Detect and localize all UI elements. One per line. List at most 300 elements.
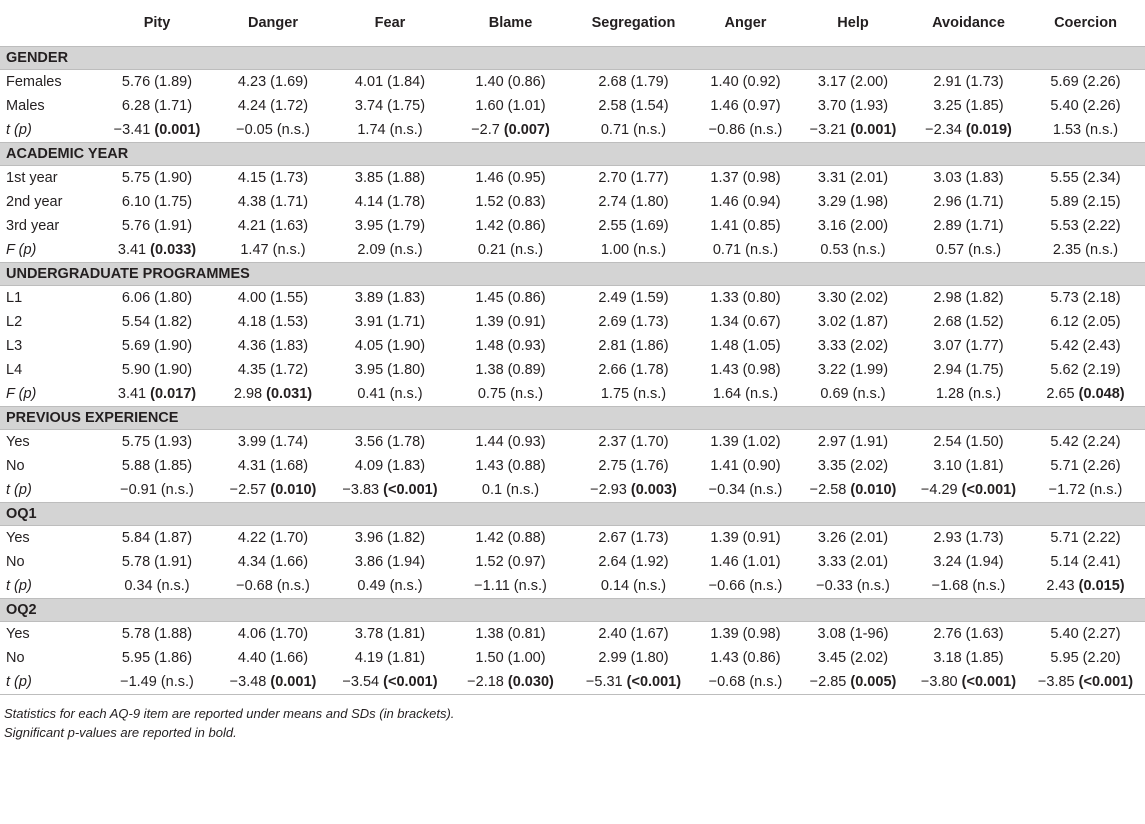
table-cell <box>571 358 696 382</box>
row-label: Yes <box>6 434 30 450</box>
column-header: Blame <box>450 0 571 47</box>
table-cell <box>795 118 911 143</box>
table-cell <box>450 646 571 670</box>
cell-value: 4.14 (1.78) <box>354 194 426 210</box>
significant-p-value: (0.019) <box>965 122 1012 138</box>
table-cell <box>330 214 450 238</box>
test-statistic-row <box>0 574 1145 599</box>
cell-value: −0.91 (n.s.) <box>120 482 194 498</box>
cell-value: 2.54 (1.50) <box>933 434 1004 450</box>
cell-value: 3.33 (2.02) <box>817 338 889 354</box>
cell-value: 5.71 (2.22) <box>1050 530 1121 546</box>
cell-value: 3.95 (1.80) <box>354 362 426 378</box>
table-cell <box>911 214 1026 238</box>
table-cell <box>1026 646 1145 670</box>
table-cell <box>450 382 571 407</box>
cell-value: 3.10 (1.81) <box>933 458 1004 474</box>
table-cell <box>216 550 330 574</box>
row-label: F (p) <box>0 382 98 407</box>
table-row <box>0 454 1145 478</box>
table-cell <box>98 70 216 95</box>
table-cell <box>696 190 795 214</box>
cell-value: 2.91 (1.73) <box>933 74 1004 90</box>
cell-value: 2.43 <box>1046 578 1075 594</box>
cell-value: 1.45 (0.86) <box>475 290 546 306</box>
table-cell <box>911 334 1026 358</box>
cell-value: 2.94 (1.75) <box>933 362 1004 378</box>
row-label: 3rd year <box>6 218 60 234</box>
table-cell <box>1026 622 1145 647</box>
table-cell <box>911 238 1026 263</box>
significant-p-value: (<0.001) <box>961 482 1017 498</box>
table-cell <box>571 238 696 263</box>
significant-p-value: (0.001) <box>270 674 317 690</box>
table-cell <box>330 622 450 647</box>
table-cell <box>450 70 571 95</box>
significant-p-value: (0.048) <box>1078 386 1125 402</box>
table-cell <box>795 670 911 695</box>
table-cell <box>911 550 1026 574</box>
cell-value: 1.42 (0.86) <box>475 218 546 234</box>
cell-value: 3.08 (1-96) <box>817 626 889 642</box>
cell-value: −2.34 <box>925 122 962 138</box>
cell-value: 5.84 (1.87) <box>121 530 193 546</box>
cell-value: −5.31 <box>585 674 623 690</box>
table-cell <box>1026 166 1145 191</box>
table-cell <box>216 70 330 95</box>
table-cell <box>216 286 330 311</box>
table-cell <box>795 430 911 455</box>
cell-value: 1.43 (0.88) <box>475 458 546 474</box>
table-cell <box>795 238 911 263</box>
cell-value: 1.53 (n.s.) <box>1052 122 1119 138</box>
table-cell <box>795 190 911 214</box>
test-statistic-row <box>0 118 1145 143</box>
column-header: Pity <box>98 0 216 47</box>
table-cell <box>216 118 330 143</box>
table-cell <box>216 670 330 695</box>
table-cell <box>330 286 450 311</box>
cell-value: 5.14 (2.41) <box>1050 554 1121 570</box>
row-label: t (p) <box>0 574 98 599</box>
table-cell <box>795 94 911 118</box>
cell-value: 1.50 (1.00) <box>475 650 546 666</box>
significant-p-value: (<0.001) <box>961 674 1017 690</box>
table-cell <box>216 574 330 599</box>
cell-value: 5.62 (2.19) <box>1050 362 1121 378</box>
row-label: No <box>6 458 25 474</box>
table-cell <box>911 358 1026 382</box>
cell-value: 5.54 (1.82) <box>121 314 193 330</box>
cell-value: 2.67 (1.73) <box>598 530 669 546</box>
cell-value: 0.57 (n.s.) <box>935 242 1002 258</box>
cell-value: 0.14 (n.s.) <box>600 578 667 594</box>
table-cell <box>216 454 330 478</box>
table-cell <box>98 646 216 670</box>
cell-value: 3.41 <box>117 242 147 258</box>
cell-value: 2.74 (1.80) <box>598 194 669 210</box>
cell-value: 1.37 (0.98) <box>710 170 781 186</box>
significant-p-value: (0.033) <box>150 242 197 258</box>
table-cell <box>1026 358 1145 382</box>
cell-value: −2.93 <box>590 482 627 498</box>
table-cell <box>911 646 1026 670</box>
cell-value: 0.49 (n.s.) <box>357 578 423 594</box>
table-cell <box>571 94 696 118</box>
table-row <box>0 286 1145 311</box>
table-cell <box>98 190 216 214</box>
table-cell <box>571 550 696 574</box>
section-title: UNDERGRADUATE PROGRAMMES <box>0 263 1145 286</box>
row-label: 2nd year <box>6 194 63 210</box>
cell-value: 3.78 (1.81) <box>354 626 426 642</box>
cell-value: 2.58 (1.54) <box>598 98 669 114</box>
table-cell <box>1026 382 1145 407</box>
cell-value: 1.44 (0.93) <box>475 434 546 450</box>
cell-value: 4.24 (1.72) <box>237 98 309 114</box>
cell-value: 1.46 (0.94) <box>710 194 781 210</box>
table-cell <box>98 478 216 503</box>
table-row <box>0 310 1145 334</box>
table-cell <box>98 622 216 647</box>
table-cell <box>216 166 330 191</box>
table-cell <box>330 574 450 599</box>
cell-value: 1.42 (0.88) <box>475 530 546 546</box>
row-label: L1 <box>6 290 23 306</box>
table-cell <box>696 310 795 334</box>
table-cell <box>696 70 795 95</box>
significant-p-value: (0.010) <box>270 482 317 498</box>
cell-value: 1.46 (1.01) <box>710 554 781 570</box>
table-cell <box>696 454 795 478</box>
footnote-statistics: Statistics for each AQ-9 item are reported under means and SDs (in brackets). <box>4 706 455 721</box>
cell-value: 3.17 (2.00) <box>817 74 889 90</box>
cell-value: 2.98 <box>233 386 263 402</box>
footnote-significance: Significant p-values are reported in bold. <box>4 725 237 740</box>
cell-value: 4.36 (1.83) <box>237 338 309 354</box>
table-cell <box>98 334 216 358</box>
cell-value: 1.38 (0.81) <box>475 626 546 642</box>
significant-p-value: (0.030) <box>507 674 554 690</box>
table-cell <box>696 334 795 358</box>
table-cell <box>571 70 696 95</box>
table-cell <box>330 190 450 214</box>
cell-value: 5.69 (1.90) <box>121 338 193 354</box>
cell-value: 2.96 (1.71) <box>933 194 1004 210</box>
significant-p-value: (0.031) <box>266 386 313 402</box>
table-cell <box>216 646 330 670</box>
section-header-row <box>0 143 1145 166</box>
column-header: Coercion <box>1026 0 1145 47</box>
cell-value: 5.40 (2.27) <box>1050 626 1121 642</box>
cell-value: 3.22 (1.99) <box>817 362 889 378</box>
cell-value: −1.72 (n.s.) <box>1048 482 1123 498</box>
cell-value: 5.71 (2.26) <box>1050 458 1121 474</box>
table-cell <box>696 622 795 647</box>
table-cell <box>696 646 795 670</box>
cell-value: 3.41 <box>117 386 147 402</box>
table-cell <box>330 238 450 263</box>
cell-value: 1.52 (0.97) <box>475 554 546 570</box>
cell-value: 4.38 (1.71) <box>237 194 309 210</box>
cell-value: 5.89 (2.15) <box>1050 194 1121 210</box>
table-cell <box>911 310 1026 334</box>
cell-value: 5.78 (1.91) <box>121 554 193 570</box>
cell-value: 6.28 (1.71) <box>121 98 193 114</box>
table-cell <box>911 478 1026 503</box>
table-cell <box>1026 118 1145 143</box>
cell-value: −2.7 <box>471 122 500 138</box>
table-cell <box>330 670 450 695</box>
table-cell <box>696 670 795 695</box>
test-statistic-row <box>0 238 1145 263</box>
cell-value: 1.47 (n.s.) <box>240 242 306 258</box>
table-cell <box>450 670 571 695</box>
table-cell <box>795 526 911 551</box>
cell-value: −1.11 (n.s.) <box>474 578 547 594</box>
cell-value: 6.06 (1.80) <box>121 290 193 306</box>
table-cell <box>450 358 571 382</box>
table-cell <box>795 70 911 95</box>
table-cell <box>696 118 795 143</box>
cell-value: 2.76 (1.63) <box>933 626 1004 642</box>
test-statistic-row <box>0 382 1145 407</box>
row-label: t (p) <box>0 118 98 143</box>
cell-value: 5.75 (1.90) <box>121 170 193 186</box>
section-title: GENDER <box>0 47 1145 70</box>
table-cell <box>330 118 450 143</box>
table-cell <box>98 526 216 551</box>
table-cell <box>911 166 1026 191</box>
significant-p-value: (0.003) <box>630 482 677 498</box>
cell-value: 4.01 (1.84) <box>354 74 426 90</box>
table-row <box>0 190 1145 214</box>
column-header: Fear <box>330 0 450 47</box>
table-cell <box>1026 526 1145 551</box>
table-cell <box>1026 310 1145 334</box>
table-cell <box>450 214 571 238</box>
cell-value: 2.64 (1.92) <box>598 554 669 570</box>
table-cell <box>911 454 1026 478</box>
cell-value: 1.43 (0.98) <box>710 362 781 378</box>
table-cell <box>795 334 911 358</box>
table-cell <box>98 430 216 455</box>
cell-value: 4.19 (1.81) <box>354 650 426 666</box>
cell-value: 5.88 (1.85) <box>121 458 193 474</box>
table-cell <box>571 646 696 670</box>
table-cell <box>98 214 216 238</box>
cell-value: 3.89 (1.83) <box>354 290 426 306</box>
cell-value: 3.02 (1.87) <box>817 314 889 330</box>
cell-value: 4.40 (1.66) <box>237 650 309 666</box>
table-cell <box>795 286 911 311</box>
section-header-row <box>0 47 1145 70</box>
table-cell <box>98 382 216 407</box>
cell-value: 3.35 (2.02) <box>817 458 889 474</box>
cell-value: 2.89 (1.71) <box>933 218 1004 234</box>
cell-value: −0.86 (n.s.) <box>708 122 783 138</box>
table-cell <box>795 646 911 670</box>
cell-value: 3.29 (1.98) <box>817 194 889 210</box>
table-cell <box>571 334 696 358</box>
cell-value: 3.30 (2.02) <box>817 290 889 306</box>
table-row <box>0 430 1145 455</box>
table-cell <box>450 430 571 455</box>
table-cell <box>330 454 450 478</box>
table-cell <box>911 70 1026 95</box>
table-cell <box>216 478 330 503</box>
cell-value: 3.26 (2.01) <box>817 530 889 546</box>
cell-value: −0.34 (n.s.) <box>708 482 783 498</box>
table-cell <box>571 286 696 311</box>
significant-p-value: (<0.001) <box>1078 674 1134 690</box>
row-label: 1st year <box>6 170 58 186</box>
table-cell <box>795 454 911 478</box>
table-cell <box>795 382 911 407</box>
table-cell <box>216 430 330 455</box>
cell-value: 1.41 (0.85) <box>710 218 781 234</box>
header-corner <box>0 0 98 47</box>
cell-value: 1.60 (1.01) <box>475 98 546 114</box>
table-cell <box>696 430 795 455</box>
table-cell <box>1026 430 1145 455</box>
cell-value: 1.46 (0.95) <box>475 170 546 186</box>
table-cell <box>98 166 216 191</box>
table-cell <box>216 310 330 334</box>
cell-value: −0.68 (n.s.) <box>708 674 783 690</box>
table-cell <box>98 118 216 143</box>
significant-p-value: (0.010) <box>850 482 897 498</box>
cell-value: 1.75 (n.s.) <box>600 386 667 402</box>
table-cell <box>1026 478 1145 503</box>
table-cell <box>330 526 450 551</box>
table-cell <box>571 454 696 478</box>
cell-value: 5.53 (2.22) <box>1050 218 1121 234</box>
cell-value: −1.49 (n.s.) <box>120 674 194 690</box>
table-cell <box>1026 286 1145 311</box>
table-cell <box>450 478 571 503</box>
table-cell <box>571 478 696 503</box>
cell-value: 3.70 (1.93) <box>817 98 889 114</box>
cell-value: 2.97 (1.91) <box>817 434 889 450</box>
significant-p-value: (<0.001) <box>626 674 682 690</box>
cell-value: 3.56 (1.78) <box>354 434 426 450</box>
section-header-row <box>0 263 1145 286</box>
table-cell <box>216 526 330 551</box>
table-cell <box>98 310 216 334</box>
column-header: Danger <box>216 0 330 47</box>
table-footnotes <box>0 704 1145 742</box>
table-cell <box>795 214 911 238</box>
table-row <box>0 526 1145 551</box>
cell-value: −3.83 <box>342 482 380 498</box>
table-cell <box>696 94 795 118</box>
cell-value: 5.90 (1.90) <box>121 362 193 378</box>
table-cell <box>571 430 696 455</box>
table-cell <box>571 382 696 407</box>
cell-value: 3.74 (1.75) <box>354 98 426 114</box>
cell-value: 1.48 (1.05) <box>710 338 781 354</box>
table-cell <box>216 622 330 647</box>
cell-value: 3.85 (1.88) <box>354 170 426 186</box>
column-header: Anger <box>696 0 795 47</box>
table-cell <box>795 622 911 647</box>
row-label: L2 <box>6 314 23 330</box>
section-title: ACADEMIC YEAR <box>0 143 1145 166</box>
cell-value: 3.99 (1.74) <box>237 434 309 450</box>
table-cell <box>450 94 571 118</box>
cell-value: −3.21 <box>809 122 847 138</box>
row-label: F (p) <box>0 238 98 263</box>
cell-value: 3.18 (1.85) <box>933 650 1004 666</box>
table-cell <box>450 190 571 214</box>
cell-value: 2.93 (1.73) <box>933 530 1004 546</box>
cell-value: −3.48 <box>229 674 267 690</box>
cell-value: 6.10 (1.75) <box>121 194 193 210</box>
table-cell <box>330 94 450 118</box>
cell-value: 5.95 (1.86) <box>121 650 193 666</box>
table-row <box>0 550 1145 574</box>
table-cell <box>330 382 450 407</box>
cell-value: 0.21 (n.s.) <box>477 242 544 258</box>
cell-value: 5.78 (1.88) <box>121 626 193 642</box>
table-cell <box>795 550 911 574</box>
cell-value: −3.54 <box>342 674 380 690</box>
cell-value: 2.68 (1.52) <box>933 314 1004 330</box>
cell-value: −1.68 (n.s.) <box>931 578 1006 594</box>
row-label: L4 <box>6 362 23 378</box>
table-cell <box>216 358 330 382</box>
cell-value: 4.22 (1.70) <box>237 530 309 546</box>
table-cell <box>330 478 450 503</box>
cell-value: 3.31 (2.01) <box>817 170 889 186</box>
table-row <box>0 214 1145 238</box>
significant-p-value: (0.007) <box>503 122 550 138</box>
table-cell <box>98 238 216 263</box>
section-title: OQ2 <box>0 599 1145 622</box>
cell-value: 5.42 (2.43) <box>1050 338 1121 354</box>
header-row <box>0 0 1145 47</box>
table-cell <box>216 94 330 118</box>
cell-value: 5.76 (1.91) <box>121 218 193 234</box>
cell-value: 2.68 (1.79) <box>598 74 669 90</box>
cell-value: 1.39 (0.91) <box>710 530 781 546</box>
cell-value: 2.99 (1.80) <box>598 650 669 666</box>
cell-value: 4.34 (1.66) <box>237 554 309 570</box>
cell-value: 2.40 (1.67) <box>598 626 669 642</box>
cell-value: 1.74 (n.s.) <box>357 122 423 138</box>
cell-value: 3.16 (2.00) <box>817 218 889 234</box>
cell-value: 1.46 (0.97) <box>710 98 781 114</box>
table-cell <box>450 622 571 647</box>
table-cell <box>216 334 330 358</box>
table-cell <box>1026 670 1145 695</box>
row-label: L3 <box>6 338 23 354</box>
cell-value: −2.18 <box>467 674 504 690</box>
table-cell <box>1026 70 1145 95</box>
cell-value: −0.05 (n.s.) <box>236 122 310 138</box>
table-cell <box>1026 214 1145 238</box>
table-cell <box>911 190 1026 214</box>
table-cell <box>450 118 571 143</box>
cell-value: 1.38 (0.89) <box>475 362 546 378</box>
cell-value: 1.64 (n.s.) <box>712 386 779 402</box>
cell-value: −0.68 (n.s.) <box>236 578 310 594</box>
cell-value: 0.71 (n.s.) <box>600 122 667 138</box>
row-label: t (p) <box>0 478 98 503</box>
cell-value: 3.24 (1.94) <box>933 554 1004 570</box>
cell-value: 3.33 (2.01) <box>817 554 889 570</box>
